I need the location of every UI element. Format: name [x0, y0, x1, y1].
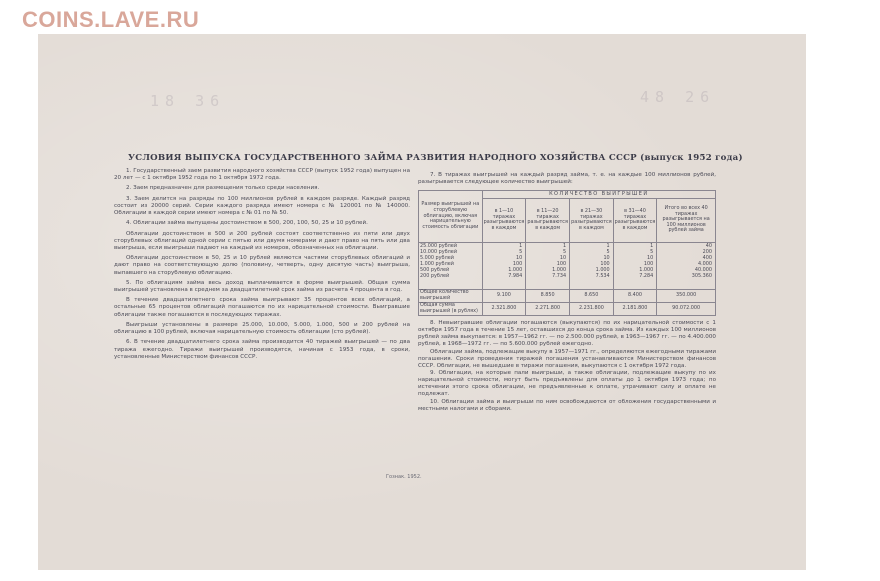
- table-cell: 8.850: [526, 289, 570, 302]
- paragraph: 1. Государственный заем развития народного хозяйства СССР (выпуск 1952 года) выпущен на 20 лет — с 1 октября 1952 года по 1 октября 1972 года.: [114, 168, 410, 182]
- prize-table: [418, 190, 716, 316]
- table-cell: 2.271.800: [526, 302, 570, 315]
- paragraph: Облигации достоинством в 500 и 200 рублей состоят соответственно из пяти или двух сторублевых облигаций одной серии с пятью или двумя номерами и дают право на пять или два выигрыша, если выигрыши падают на каждый из номеров, обозначенных на облигации.: [114, 230, 410, 251]
- table-cell: 100: [556, 260, 567, 267]
- count-column-cell: [526, 242, 570, 289]
- table-cell: 1.000: [595, 266, 610, 273]
- table-column-header: в 11—20 тиражах разыгрываются в каждом: [526, 198, 570, 242]
- table-cell: 1.000: [508, 266, 523, 273]
- table-cell: 10: [647, 254, 654, 261]
- watermark-text: COINS.LAVE.RU: [22, 7, 200, 32]
- table-cell: 200 рублей: [420, 273, 450, 280]
- table-cell: 350.000: [657, 289, 716, 302]
- table-cell: 1: [606, 242, 610, 249]
- table-cell: 10: [515, 254, 523, 261]
- table-row: [419, 302, 716, 315]
- table-cell: 7.734: [552, 273, 567, 280]
- table-cell: 25.000 рублей: [420, 242, 457, 249]
- table-cell: 7.534: [595, 273, 610, 280]
- table-cell: 10: [603, 254, 610, 261]
- table-row: [419, 289, 716, 302]
- table-cell: 40: [705, 242, 712, 249]
- count-column-cell: [482, 242, 526, 289]
- paragraph: 7. В тиражах выигрышей на каждый разряд займа, т. е. на каждые 100 миллионов рублей, разыгрывается следующее количество выигрышей:: [418, 172, 716, 185]
- paragraph: В течение двадцатилетнего срока займа выигрывают 35 процентов всех облигаций, а остальные 65 процентов облигаций погашаются по их нарицательной стоимости. Выигравшие облигации также погашаются в последующих тиражах.: [114, 297, 410, 318]
- paragraph: 9. Облигации, на которые пали выигрыши, а также облигации, подлежащие выкупу по их нарицательной стоимости, могут быть предъявлены для оплаты до 1 октября 1973 года; по истечении этого срока облигации, не предъявленные к оплате, утрачивают силу и оплате не подлежат.: [418, 370, 716, 398]
- faint-serial-right: 48 26: [640, 88, 716, 106]
- table-cell: 1: [562, 242, 567, 249]
- table-cell: 10.000 рублей: [420, 248, 457, 255]
- paragraph: 4. Облигации займа выпущены достоинством в 500, 200, 100, 50, 25 и 10 рублей.: [126, 220, 368, 227]
- table-cell: 90.072.000: [657, 302, 716, 315]
- count-column-cell: [570, 242, 614, 289]
- table-cell: 5: [650, 248, 654, 255]
- table-cell: 200: [702, 248, 712, 255]
- table-cell: 8.650: [570, 289, 614, 302]
- table-cell: 10: [559, 254, 567, 261]
- document-title: УСЛОВИЯ ВЫПУСКА ГОСУДАРСТВЕННОГО ЗАЙМА РАЗВИТИЯ НАРОДНОГО ХОЗЯЙСТВА СССР (выпуск 1952 года): [128, 153, 743, 163]
- table-column-header: Итого во всех 40 тиражах разыгрывается на 100 миллионов рублей займа: [657, 198, 716, 242]
- left-column: [114, 168, 410, 364]
- table-cell: 2.181.800: [613, 302, 657, 315]
- table-cell: 500 рублей: [420, 266, 450, 273]
- table-column-header: в 21—30 тиражах разыгрываются в каждом: [570, 198, 614, 242]
- prize-size-cell: [419, 242, 483, 289]
- table-column-header: в 1—10 тиражах разыгрываются в каждом: [482, 198, 526, 242]
- count-column-cell: [613, 242, 657, 289]
- table-cell: Общая сумма выигрышей (в рублях): [419, 302, 483, 315]
- table-cell: 100: [512, 260, 523, 267]
- table-cell: 4.000: [697, 260, 712, 267]
- table-cell: 8.400: [613, 289, 657, 302]
- table-cell: 400: [702, 254, 712, 261]
- paragraph: Выигрыши установлены в размере 25.000, 10.000, 5.000, 1.000, 500 и 200 рублей на облигацию в 100 рублей, включая нарицательную стоимость облигации (сто рублей).: [114, 321, 410, 336]
- paragraph: 6. В течение двадцатилетнего срока займа производится 40 тиражей выигрышей — по два тиража ежегодно. Тиражи выигрышей производятся, начиная с 1953 года, в сроки, установленные Министерством финансов СССР.: [114, 339, 410, 360]
- paragraph: 3. Заем делится на разряды по 100 миллионов рублей в каждом разряде. Каждый разряд состоит из 20000 серий. Серии каждого разряда имеют номера с № 120001 по № 140000. Облигации в каждой серии имеют номера с № 01 по № 50.: [114, 195, 410, 217]
- paragraph: 2. Заем предназначен для размещения только среди населения.: [126, 185, 320, 192]
- table-cell: 5: [606, 248, 610, 255]
- paragraph: Облигации займа, подлежащие выкупу в 1957—1971 гг., определяются ежегодными тиражами погашения. Сроки проведения тиражей погашения устанавливаются Министерством финансов СССР. Облигации, не вышедшие в тиражи погашения, выкупаются с 1 октября 1972 года.: [418, 348, 716, 369]
- table-cell: 1.000: [639, 266, 654, 273]
- table-cell: 1.000: [552, 266, 567, 273]
- table-cell: 7.984: [508, 273, 523, 280]
- right-column: [418, 172, 716, 413]
- table-cell: 1: [519, 242, 523, 249]
- table-column-header: в 31—40 тиражах разыгрываются в каждом: [613, 198, 657, 242]
- count-column-cell: [657, 242, 716, 289]
- paragraph: 5. По облигациям займа весь доход выплачивается в форме выигрышей. Общая сумма выигрышей установлена в среднем за двадцатилетний срок займа из расчета 4 процента в год.: [114, 279, 410, 293]
- table-cell: 5: [562, 248, 567, 255]
- table-cell: Общее количество выигрышей: [419, 289, 483, 302]
- table-cell: 5: [519, 248, 523, 255]
- table-cell: 100: [600, 260, 610, 267]
- table-cell: 40.000: [694, 266, 712, 273]
- paragraph: 10. Облигации займа и выигрыши по ним освобождаются от обложения государственными и местными налогами и сборами.: [418, 398, 716, 412]
- table-cell: 7.284: [639, 273, 654, 280]
- right-paragraphs: [418, 320, 716, 413]
- table-corner-header: Размер выигрышей на сторублевую облигацию, включая нарицательную стоимость облигации: [419, 191, 483, 243]
- paragraph: Облигации достоинством в 50, 25 и 10 рублей являются частями сторублевых облигаций и дают право на соответствующую долю (половину, четверть, одну десятую часть) выигрыша, выпавшего на сторублевую облигацию.: [114, 255, 410, 276]
- paragraph: 8. Невыигравшие облигации погашаются (выкупаются) по их нарицательной стоимости с 1 октября 1957 года в течение 15 лет, оставшихся до конца срока займа. Из каждых 100 миллионов рублей займа выкупается: в 1957—1962 гг. — по 2.500.000 рублей, в 1963—1967 гг. — по 4.400.000 рублей, в 1968—1972 гг. — по 5.600.000 рублей ежегодно.: [418, 319, 716, 347]
- table-cell: 100: [643, 260, 654, 267]
- table-cell: 2.321.800: [482, 302, 526, 315]
- table-cell: 305.360: [691, 273, 712, 280]
- table-cell: 9.100: [482, 289, 526, 302]
- printer-imprint: Гознак. 1952.: [386, 474, 422, 480]
- table-cell: 2.231.800: [570, 302, 614, 315]
- table-cell: 1: [650, 242, 654, 249]
- table-cell: 5.000 рублей: [420, 254, 454, 261]
- faint-serial-left: 18 36: [150, 92, 226, 110]
- table-cell: 1.000 рублей: [420, 260, 454, 267]
- table-group-header: КОЛИЧЕСТВО ВЫИГРЫШЕЙ: [482, 191, 715, 199]
